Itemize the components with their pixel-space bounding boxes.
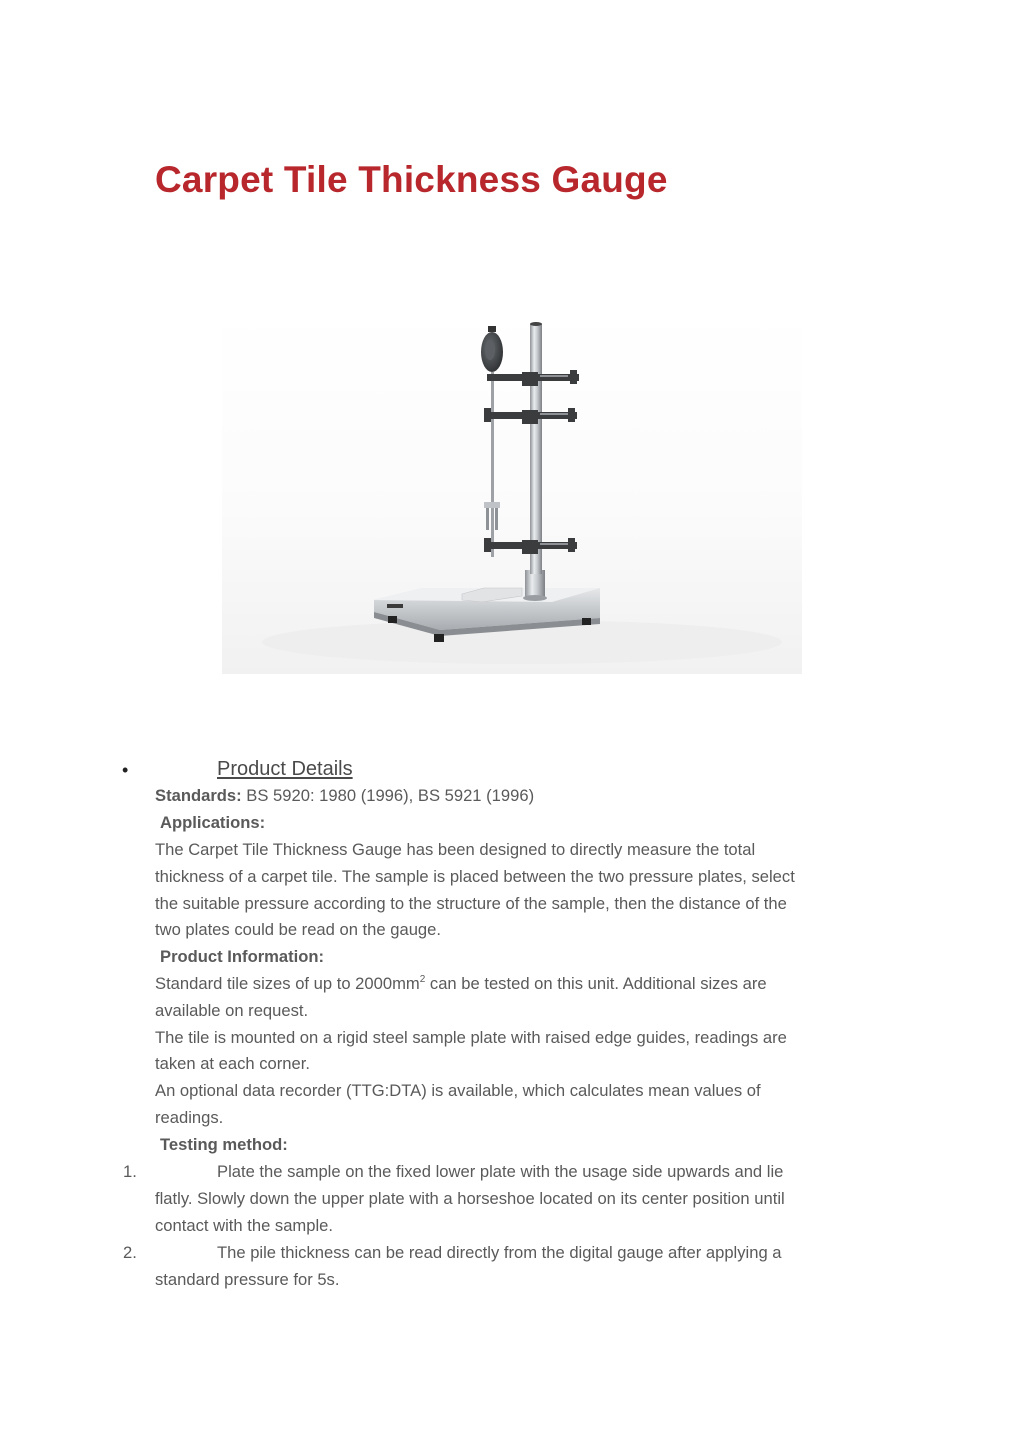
info-text-line	[155, 973, 767, 995]
step-number: 1.	[123, 1162, 137, 1181]
applications-text-line: The Carpet Tile Thickness Gauge has been designed to directly measure the total	[155, 840, 756, 859]
step-text-line: contact with the sample.	[155, 1216, 334, 1235]
step-number: 2.	[123, 1243, 137, 1262]
applications-text-line: two plates could be read on the gauge.	[155, 920, 441, 939]
info-text-line: available on request.	[155, 1001, 309, 1020]
superscript-two: 2	[419, 974, 426, 985]
step-text-line: The pile thickness can be read directly from the digital gauge after applying a	[217, 1243, 782, 1262]
product-details-link[interactable]: Product Details	[217, 758, 353, 780]
applications-text-line: the suitable pressure according to the structure of the sample, then the distance of the	[155, 894, 787, 913]
info-text-line: An optional data recorder (TTG:DTA) is available, which calculates mean values of	[155, 1081, 761, 1100]
info-text-line: taken at each corner.	[155, 1054, 310, 1073]
product-information-heading: Product Information:	[160, 947, 325, 966]
testing-method-heading: Testing method:	[160, 1135, 288, 1154]
info-text-segment: Standard tile sizes of up to 2000mm	[155, 974, 420, 993]
standards-line	[155, 785, 534, 807]
standards-value: BS 5920: 1980 (1996), BS 5921 (1996)	[241, 786, 535, 805]
page-title: Carpet Tile Thickness Gauge	[155, 159, 668, 200]
info-text-line: readings.	[155, 1108, 224, 1127]
info-text-line: The tile is mounted on a rigid steel sample plate with raised edge guides, readings are	[155, 1028, 787, 1047]
applications-text-line: thickness of a carpet tile. The sample is placed between the two pressure plates, select	[155, 867, 795, 886]
product-image	[222, 312, 802, 674]
list-bullet: •	[122, 760, 129, 780]
info-text-segment: can be tested on this unit. Additional sizes are	[425, 974, 767, 993]
step-text-line: standard pressure for 5s.	[155, 1270, 340, 1289]
step-text-line: flatly. Slowly down the upper plate with a horseshoe located on its center position until	[155, 1189, 785, 1208]
applications-heading: Applications:	[160, 813, 266, 832]
step-text-line: Plate the sample on the fixed lower plate with the usage side upwards and lie	[217, 1162, 784, 1181]
standards-label: Standards:	[155, 786, 242, 805]
